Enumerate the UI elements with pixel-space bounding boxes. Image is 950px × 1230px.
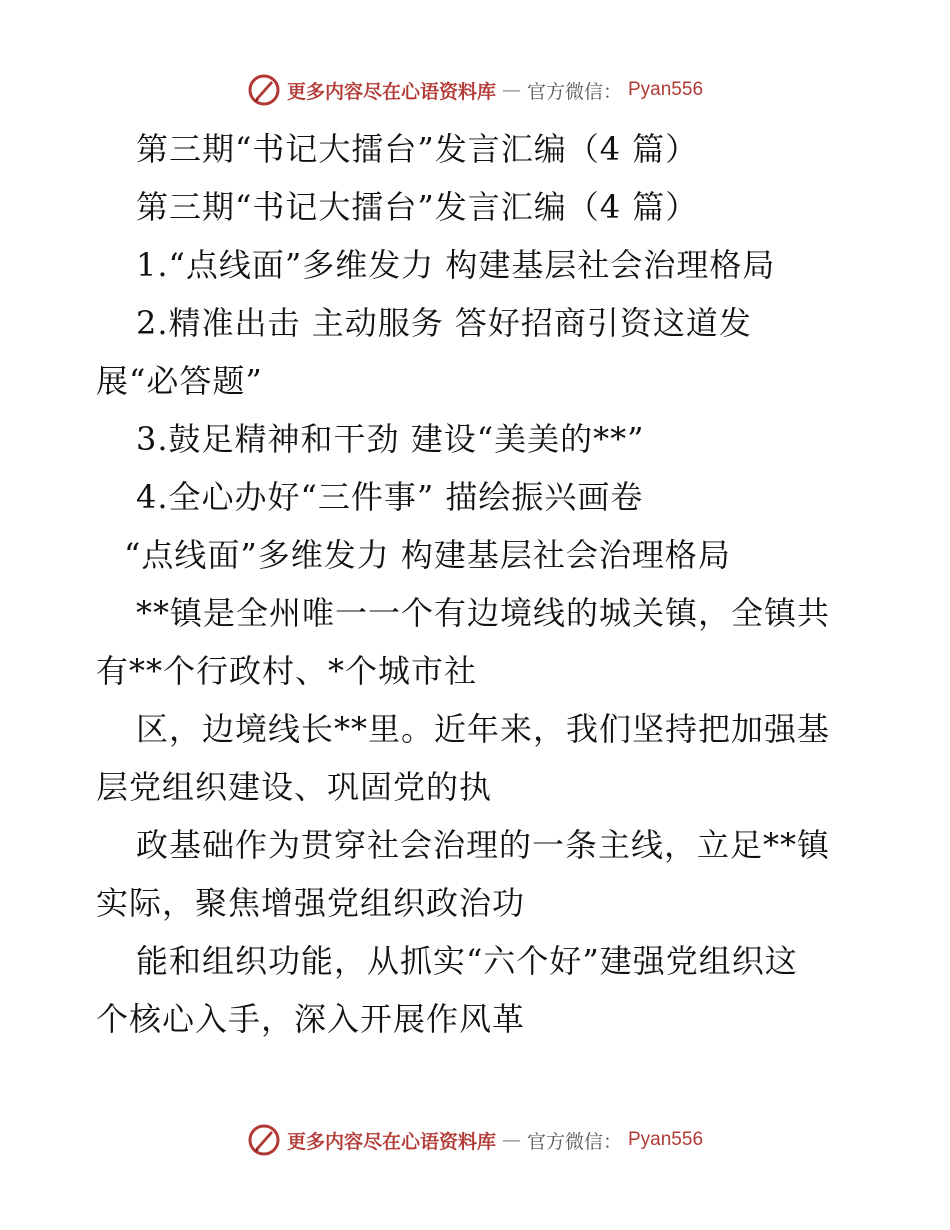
document-line: 1.“点线面”多维发力 构建基层社会治理格局 — [136, 246, 776, 284]
document-line: 政基础作为贯穿社会治理的一条主线，立足**镇 — [136, 826, 831, 864]
header-watermark — [0, 70, 950, 110]
watermark-dash: — — [501, 79, 521, 101]
document-line: 层党组织建设、巩固党的执 — [96, 768, 493, 806]
watermark-brand: 更多内容尽在心语资料库 — [286, 80, 496, 103]
document-line: 个核心入手，深入开展作风革 — [96, 1000, 526, 1038]
document-line: 2.精准出击 主动服务 答好招商引资这道发 — [136, 304, 752, 342]
document-line: 第三期“书记大擂台”发言汇编（4 篇） — [136, 130, 699, 168]
document-line: 有**个行政村、*个城市社 — [96, 652, 478, 690]
document-line: 区，边境线长**里。近年来，我们坚持把加强基 — [136, 710, 831, 748]
quill-logo-icon — [247, 73, 281, 107]
document-line: 3.鼓足精神和干劲 建设“美美的**” — [136, 420, 645, 458]
section-heading: “点线面”多维发力 构建基层社会治理格局 — [124, 536, 731, 574]
document-line: 能和组织功能，从抓实“六个好”建强党组织这 — [136, 942, 798, 980]
watermark-brand: 更多内容尽在心语资料库 — [286, 1130, 496, 1153]
watermark-dash: — — [501, 1129, 521, 1151]
footer-watermark — [0, 1120, 950, 1160]
watermark-wechat-id: Pyan556 — [628, 1129, 704, 1150]
document-body — [96, 120, 856, 1048]
quill-logo-icon — [247, 1123, 281, 1157]
document-line: 实际，聚焦增强党组织政治功 — [96, 884, 526, 922]
watermark-wechat-id: Pyan556 — [628, 79, 704, 100]
document-line: 第三期“书记大擂台”发言汇编（4 篇） — [136, 188, 699, 226]
watermark-wechat-label: 官方微信： — [526, 80, 622, 103]
document-line: 展“必答题” — [96, 362, 263, 400]
document-line: **镇是全州唯一一个有边境线的城关镇，全镇共 — [136, 594, 831, 632]
watermark-wechat-label: 官方微信： — [526, 1130, 622, 1153]
document-line: 4.全心办好“三件事” 描绘振兴画卷 — [136, 478, 644, 516]
